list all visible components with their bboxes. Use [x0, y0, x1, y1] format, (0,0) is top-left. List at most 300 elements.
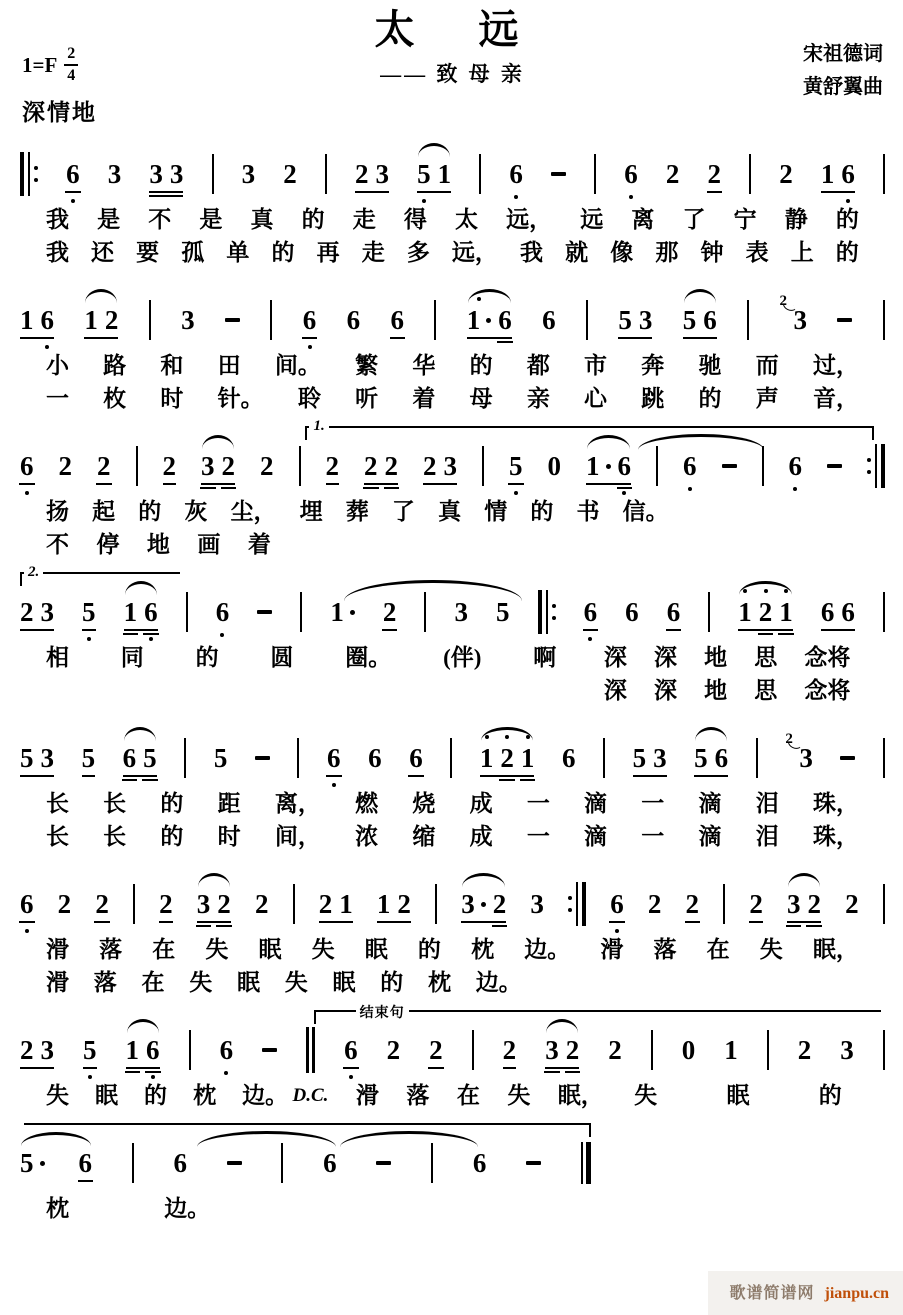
note: [498, 305, 512, 335]
note-digit: 1: [466, 305, 481, 335]
watermark-site-name: 歌谱简谱网: [729, 1285, 815, 1302]
beam-line: [84, 337, 118, 339]
note: [149, 159, 163, 189]
lyric-syllable: 成: [469, 791, 493, 816]
lyric-syllable: 眠: [236, 970, 260, 995]
lyrics-row-1: [20, 497, 885, 527]
lyric-syllable: 思: [754, 645, 778, 670]
note-digit: 3: [786, 889, 801, 919]
underline: [382, 629, 398, 631]
lyric-syllable: 圈。: [345, 645, 392, 670]
note-digit: 5: [20, 743, 34, 773]
lyric-syllable: 的: [160, 791, 184, 816]
lyric-syllable: 我: [45, 240, 69, 265]
bar-thick: [20, 152, 24, 196]
bar-thick: [582, 882, 586, 926]
note: [20, 451, 34, 481]
bar: [312, 1027, 315, 1073]
underline: [685, 921, 701, 923]
note: [20, 1148, 45, 1178]
lyric-syllable: 远，: [451, 240, 498, 265]
barline: [132, 1143, 134, 1183]
note: [409, 743, 423, 773]
beam-line: [618, 337, 652, 339]
note-digit: 2: [20, 597, 34, 627]
lyric-syllable: 一: [641, 824, 665, 849]
note-digit: 2: [685, 889, 699, 919]
underline-2: [196, 925, 212, 927]
octave-dot-below: [151, 1075, 155, 1079]
note: [608, 1035, 622, 1065]
note-digit: 1: [586, 451, 600, 481]
grace-note: 2: [779, 293, 787, 309]
lyric-syllable: 市: [584, 353, 608, 378]
note: [785, 731, 813, 773]
lyrics-segment: [46, 643, 556, 673]
note: [759, 597, 773, 627]
lyric-syllable: 宁: [733, 207, 757, 232]
note-group: [126, 1035, 160, 1065]
lyric-syllable: 在: [141, 970, 165, 995]
note-digit: 2: [608, 1035, 622, 1065]
beam-line: [821, 191, 855, 193]
lyric-syllable: 远: [580, 207, 604, 232]
underline: [508, 483, 524, 485]
duration-dash: [722, 464, 737, 468]
lyric-syllable: 枕: [193, 1083, 217, 1108]
lyric-syllable: 离: [631, 207, 655, 232]
lyrics-segment: [46, 351, 859, 381]
lyric-syllable: 珠，: [812, 824, 859, 849]
note-group: [364, 451, 398, 481]
note-digit: 3: [241, 159, 256, 189]
lyric-syllable: 心: [584, 386, 608, 411]
lyric-syllable: 落: [93, 970, 117, 995]
note-digit: 2: [647, 889, 662, 919]
note: [694, 743, 708, 773]
bar-thick: [881, 444, 885, 488]
note: [683, 305, 697, 335]
lyric-syllable: 画: [197, 532, 221, 557]
note: [126, 1035, 140, 1065]
note: [368, 743, 382, 773]
begin-repeat-sign: [538, 590, 556, 634]
beam-line: [123, 775, 157, 777]
lyric-syllable: 的: [530, 499, 554, 524]
octave-dot-below: [220, 633, 224, 637]
bracket-label: 结束句: [356, 1002, 409, 1022]
lyric-syllable: 距: [217, 791, 241, 816]
note: [496, 597, 510, 627]
note-digit: 2: [57, 889, 72, 919]
beam-line: [149, 191, 183, 193]
note-group: [20, 743, 54, 773]
lyric-syllable: 间，: [274, 824, 321, 849]
note: [41, 597, 55, 627]
note-digit: 2: [386, 1035, 401, 1065]
beam-line: [423, 483, 457, 485]
note-digit: 0: [681, 1035, 696, 1065]
note-digit: 6: [472, 1148, 487, 1178]
lyric-syllable: 针。: [217, 386, 264, 411]
note: [260, 451, 274, 481]
lyrics-segment: [46, 935, 859, 965]
duration-dash: [840, 756, 855, 760]
barline: [656, 446, 658, 486]
lyric-syllable: 落: [99, 937, 123, 962]
note: [79, 1148, 93, 1178]
note: [548, 451, 562, 481]
lyric-syllable: 的: [380, 970, 404, 995]
lyric-syllable: 得: [403, 207, 427, 232]
lyric-syllable: 眠: [94, 1083, 118, 1108]
note: [840, 1035, 854, 1065]
lyrics-segment: [292, 1081, 603, 1111]
notes-row: [20, 886, 885, 922]
system-3: [20, 418, 885, 560]
lyrics-row-2: [20, 822, 885, 852]
note: [355, 159, 369, 189]
underline-2: [216, 925, 232, 927]
bar-thick: [538, 590, 542, 634]
lyric-syllable: 枕: [471, 937, 495, 962]
note-digit: 5: [509, 451, 523, 481]
octave-dot-below: [25, 929, 29, 933]
note-digit: 6: [561, 743, 576, 773]
system-8: [20, 1120, 885, 1224]
note: [83, 1035, 97, 1065]
underline-2: [363, 487, 379, 489]
note: [377, 889, 391, 919]
beam-line: [683, 337, 717, 339]
barline: [749, 154, 751, 194]
note: [385, 451, 399, 481]
lyric-syllable: 离，: [274, 791, 321, 816]
lyric-syllable: 远，: [506, 207, 553, 232]
note: [108, 159, 122, 189]
duration-dash: [837, 318, 852, 322]
slur-arc: [418, 143, 450, 157]
note-group: [461, 889, 506, 919]
note-digit: 5: [417, 159, 431, 189]
note-digit: 6: [368, 743, 382, 773]
note-group: [201, 451, 235, 481]
title-block: [20, 6, 885, 88]
note: [82, 597, 96, 627]
note-group: [149, 159, 183, 189]
note-digit: 2: [707, 159, 721, 189]
note-digit: 6: [78, 1148, 92, 1178]
note-digit: 6: [219, 1035, 234, 1065]
barline: [424, 592, 426, 632]
octave-dot-below: [615, 929, 619, 933]
note-digit: 6: [610, 889, 624, 919]
lyric-syllable: 边。: [524, 937, 571, 962]
note-digit: 5: [20, 1148, 34, 1178]
note: [383, 597, 397, 627]
octave-dot-below: [45, 345, 49, 349]
song-title: 太 远: [374, 7, 531, 52]
note-digit: 6: [841, 159, 855, 189]
note-digit: 5: [83, 1035, 97, 1065]
underline: [343, 1067, 359, 1069]
barline: [883, 154, 885, 194]
barline: [603, 738, 605, 778]
underline: [302, 337, 318, 339]
note-digit: 1: [724, 1035, 738, 1065]
note: [201, 451, 215, 481]
note-group: [163, 451, 177, 481]
note-digit: 6: [788, 451, 802, 481]
composer-credit: 黄舒翼曲: [803, 76, 883, 98]
note-digit: 2: [283, 159, 297, 189]
repeat-dots: [552, 604, 556, 620]
lyric-syllable: 间。: [274, 353, 321, 378]
octave-dot-below: [688, 487, 692, 491]
lyric-syllable: 要: [136, 240, 160, 265]
note: [738, 597, 752, 627]
note-group: [694, 743, 728, 773]
note-digit: 5: [81, 743, 96, 773]
note: [787, 889, 801, 919]
note-digit: 3: [840, 1035, 854, 1065]
time-signature-denominator: 4: [67, 67, 76, 84]
note: [170, 159, 184, 189]
lyric-syllable: 枕: [45, 1196, 69, 1221]
note-digit: 2: [429, 1035, 443, 1065]
lyric-syllable: 一: [526, 791, 550, 816]
note: [521, 743, 535, 773]
lyrics-segment: [46, 530, 271, 560]
note-digit: 3: [40, 1035, 54, 1065]
lyric-syllable: 失: [507, 1083, 531, 1108]
slur-arc: [462, 873, 505, 887]
note: [779, 159, 793, 189]
octave-dot-below: [332, 783, 336, 787]
note-digit: 6: [66, 159, 80, 189]
notes-row: [20, 448, 885, 484]
note-digit: 2: [797, 1035, 812, 1065]
lyric-syllable: 一: [45, 386, 69, 411]
underline-2: [122, 779, 138, 781]
note: [509, 159, 523, 189]
lyric-syllable: 了: [391, 499, 415, 524]
note-digit: 6: [390, 305, 404, 335]
underline: [65, 191, 81, 193]
beam-line: [738, 629, 793, 631]
lyric-syllable: 着: [412, 386, 436, 411]
volta-bracket: [314, 1006, 881, 1024]
lyric-syllable: 上: [790, 240, 814, 265]
octave-dot-below: [793, 487, 797, 491]
note: [391, 305, 405, 335]
lyric-syllable: 眠: [726, 1083, 750, 1108]
note: [214, 743, 228, 773]
lyric-syllable: 边。: [242, 1083, 289, 1108]
note-digit: 6: [683, 451, 697, 481]
lyric-syllable: 小: [45, 353, 69, 378]
beam-line: [586, 483, 631, 485]
note-digit: 3: [181, 305, 195, 335]
slur-arc: [788, 873, 820, 887]
key-signature: [22, 46, 97, 84]
lyric-syllable: 长: [103, 824, 127, 849]
octave-dot-below: [514, 195, 518, 199]
notes-row: [20, 1145, 591, 1181]
lyric-syllable: 时: [160, 386, 184, 411]
octave-dot-below: [422, 199, 426, 203]
note: [682, 1035, 696, 1065]
key-signature-block: [22, 46, 97, 127]
lyric-syllable: 了: [682, 207, 706, 232]
barline: [651, 1030, 653, 1070]
lyric-syllable: 的: [818, 1083, 842, 1108]
note: [417, 159, 431, 189]
note: [181, 305, 195, 335]
note: [255, 889, 269, 919]
slur-arc: [684, 289, 716, 303]
note-digit: 2: [749, 889, 763, 919]
note: [20, 743, 34, 773]
note: [323, 1148, 337, 1178]
note: [480, 743, 494, 773]
note-digit: 1: [123, 597, 138, 627]
note-digit: 6: [40, 305, 54, 335]
note-group: [738, 597, 793, 627]
lyric-syllable: 灰: [184, 499, 208, 524]
time-signature-numerator: 2: [64, 46, 78, 66]
lyric-syllable: 一: [526, 824, 550, 849]
lyric-syllable: 不: [45, 532, 69, 557]
note-group: [124, 597, 158, 627]
note-group: [417, 159, 451, 189]
underline: [707, 191, 723, 193]
lyric-syllable: 滴: [698, 824, 722, 849]
lyric-syllable: 的: [835, 240, 859, 265]
underline-2: [221, 487, 237, 489]
note-digit: 1: [376, 889, 391, 919]
lyric-syllable: 我: [45, 207, 69, 232]
lyric-syllable: 滴: [698, 791, 722, 816]
note-digit: 3: [40, 743, 54, 773]
lyric-syllable: 边。: [475, 970, 522, 995]
dot: [568, 908, 572, 912]
note: [41, 1035, 55, 1065]
lyric-syllable: 声: [755, 386, 779, 411]
lyric-syllable: 是: [199, 207, 223, 232]
underline: [78, 1180, 94, 1182]
note-digit: 2: [254, 889, 269, 919]
beam-line: [159, 921, 173, 923]
beam-line: [749, 921, 763, 923]
note: [217, 889, 231, 919]
note-digit: 5: [143, 743, 157, 773]
lyric-syllable: 念将: [804, 678, 851, 703]
barline: [299, 446, 301, 486]
barline: [300, 592, 302, 632]
lyric-syllable: 边。: [164, 1196, 211, 1221]
lyrics-row-1: [20, 935, 885, 965]
lyric-syllable: 路: [103, 353, 127, 378]
dot: [867, 458, 871, 462]
note-group: [503, 1035, 517, 1065]
dot: [34, 166, 38, 170]
lyric-syllable: 眠，: [812, 937, 859, 962]
lyric-syllable: 长: [45, 824, 69, 849]
note-digit: 6: [714, 743, 729, 773]
note: [821, 159, 835, 189]
note-digit: 2: [318, 889, 333, 919]
barline: [756, 738, 758, 778]
lyric-syllable: 静: [784, 207, 808, 232]
note-group: [545, 1035, 579, 1065]
underline-2: [544, 1071, 560, 1073]
underline-2: [758, 633, 774, 635]
lyric-syllable: 奔: [641, 353, 665, 378]
barline: [472, 1030, 474, 1070]
lyric-syllable: 田: [217, 353, 241, 378]
duration-dash: [376, 1161, 391, 1165]
lyrics-segment: [604, 676, 851, 706]
slur-arc: [198, 873, 230, 887]
note-digit: 6: [344, 1035, 358, 1065]
beam-line: [20, 337, 54, 339]
lyric-syllable: 还: [91, 240, 115, 265]
song-subtitle: —— 致 母 亲: [380, 62, 525, 86]
lyric-syllable: 失: [45, 1083, 69, 1108]
note-digit: 6: [624, 159, 638, 189]
lyric-syllable: 尘，: [230, 499, 277, 524]
lyric-syllable: 滑: [600, 937, 624, 962]
note-digit: 6: [409, 743, 423, 773]
lyric-syllable: 不: [148, 207, 172, 232]
octave-dot-below: [87, 637, 91, 641]
underline-2: [384, 487, 400, 489]
note: [397, 889, 411, 919]
lyric-syllable: 的: [417, 937, 441, 962]
note-digit: 2: [95, 889, 109, 919]
note: [41, 743, 55, 773]
lyric-syllable: 落: [406, 1083, 430, 1108]
note: [242, 159, 256, 189]
note-digit: 3: [545, 1035, 559, 1065]
barline: [133, 884, 135, 924]
lyric-syllable: 一: [641, 791, 665, 816]
dot: [552, 604, 556, 608]
note: [624, 159, 638, 189]
note-digit: 3: [149, 159, 163, 189]
note-digit: 2: [58, 451, 72, 481]
note-group: [749, 889, 763, 919]
volta-bracket: [305, 418, 874, 440]
note-digit: 6: [703, 305, 717, 335]
lyric-syllable: 眠: [364, 937, 388, 962]
note-digit: 6: [841, 597, 855, 627]
note: [633, 743, 647, 773]
barline: [767, 1030, 769, 1070]
lyrics-row-2: [20, 968, 885, 998]
note: [197, 889, 211, 919]
lyrics-row-1: [20, 1081, 885, 1111]
barline: [883, 1030, 885, 1070]
duration-dash: [227, 1161, 242, 1165]
lyric-syllable: 失: [284, 970, 308, 995]
lyric-syllable: 地: [146, 532, 170, 557]
note: [503, 1035, 517, 1065]
lyrics-row-1: [20, 1194, 885, 1224]
note-digit: 5: [618, 305, 632, 335]
lyric-syllable: 繁: [355, 353, 379, 378]
